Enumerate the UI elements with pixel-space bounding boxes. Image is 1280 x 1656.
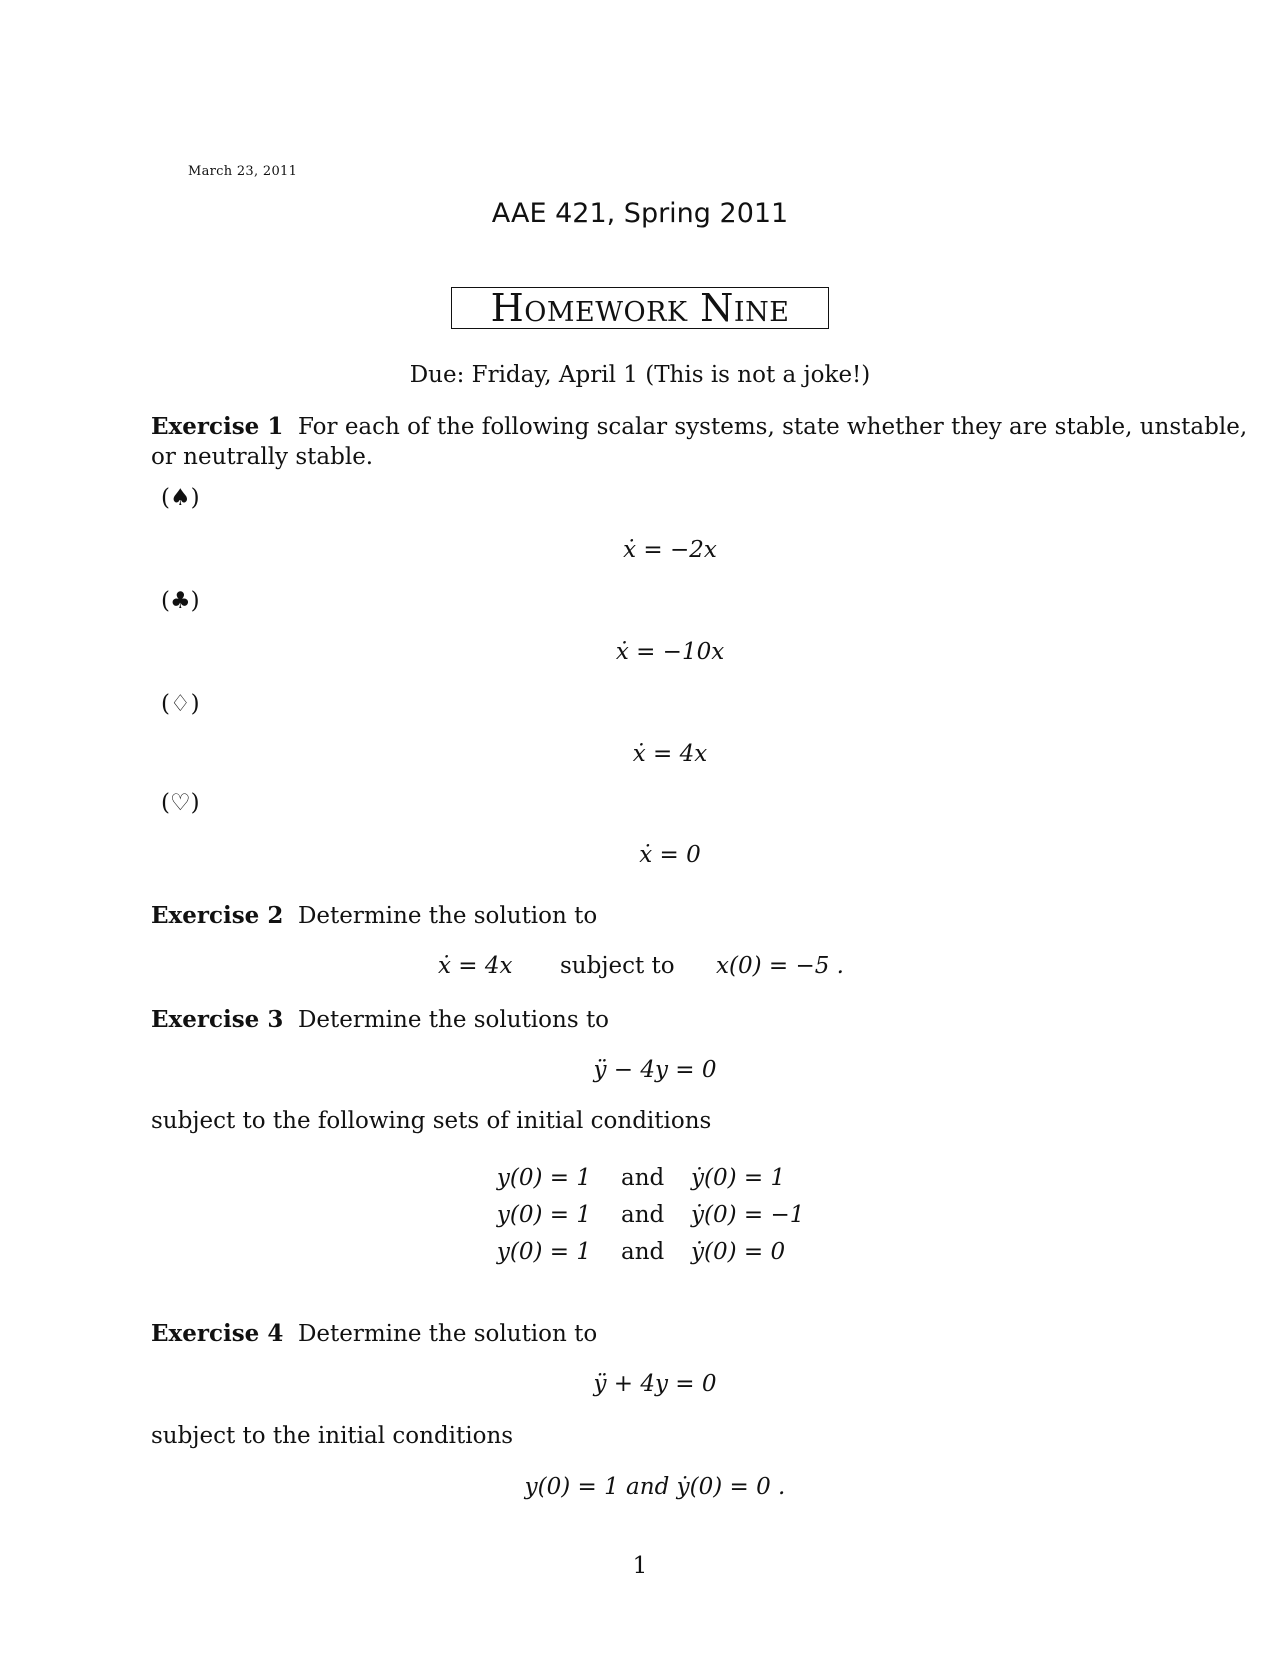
due-date: Due: Friday, April 1 (This is not a joke!)	[409, 362, 871, 388]
initial-condition-row: y(0) = 1 and ẏ(0) = 1	[496, 1165, 786, 1191]
exercise-2-intro	[151, 902, 597, 929]
exercise-3-intro	[151, 1006, 609, 1033]
exercise-1-intro	[151, 413, 1247, 440]
diamond-marker: (♢)	[161, 691, 200, 717]
initial-conditions-table	[478, 1165, 851, 1276]
exercise-3-equation: ÿ − 4y = 0	[593, 1057, 717, 1083]
heart-marker: (♡)	[161, 790, 200, 816]
exercise-1-equation-a: ẋ = −2x	[623, 537, 717, 563]
exercise-1-text: For each of the following scalar systems, state whether they are stable, unstable,	[297, 414, 1248, 440]
exercise-2-condition: x(0) = −5 .	[716, 953, 844, 979]
exercise-4-intro	[151, 1320, 597, 1347]
club-marker: (♣)	[161, 588, 200, 614]
exercise-2-label: Exercise 2	[151, 902, 284, 929]
exercise-4-label: Exercise 4	[151, 1320, 284, 1347]
exercise-1-equation-c: ẋ = 4x	[632, 741, 708, 767]
exercise-4-followup: subject to the initial conditions	[151, 1423, 514, 1449]
initial-condition-row: y(0) = 1 and ẏ(0) = 0	[496, 1239, 786, 1265]
exercise-1-label: Exercise 1	[151, 413, 284, 440]
exercise-1-text-cont: or neutrally stable.	[151, 444, 374, 470]
exercise-4-condition: y(0) = 1 and ẏ(0) = 0 .	[524, 1474, 786, 1500]
initial-condition-row: y(0) = 1 and ẏ(0) = −1	[496, 1202, 805, 1228]
spade-marker: (♠)	[161, 485, 200, 511]
exercise-2-equation: ẋ = 4x	[438, 953, 513, 979]
exercise-3-followup: subject to the following sets of initial conditions	[151, 1108, 712, 1134]
page-number: 1	[632, 1553, 648, 1579]
exercise-2-text: Determine the solution to	[297, 903, 598, 929]
exercise-3-label: Exercise 3	[151, 1006, 284, 1033]
exercise-4-text: Determine the solution to	[297, 1321, 598, 1347]
homework-title: Homework Nine	[451, 287, 829, 329]
exercise-1-equation-b: ẋ = −10x	[615, 639, 725, 665]
exercise-4-equation: ÿ + 4y = 0	[593, 1371, 717, 1397]
course-title: AAE 421, Spring 2011	[491, 198, 789, 229]
document-date: March 23, 2011	[188, 164, 298, 179]
exercise-3-text: Determine the solutions to	[297, 1007, 610, 1033]
exercise-2-connector: subject to	[560, 953, 675, 979]
exercise-1-equation-d: ẋ = 0	[639, 842, 701, 868]
